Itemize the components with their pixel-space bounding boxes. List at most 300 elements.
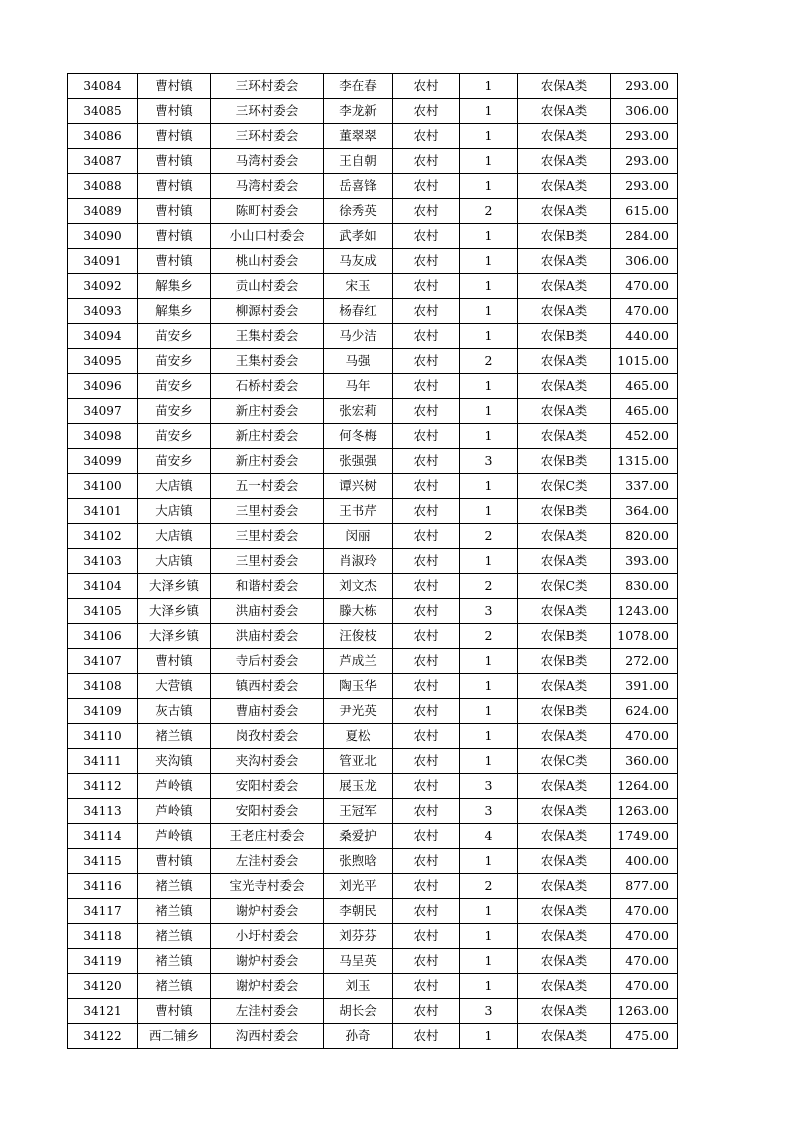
town-cell: 芦岭镇 [138, 774, 211, 799]
table-row [68, 624, 678, 649]
category-cell: 农保A类 [518, 349, 611, 374]
name-cell: 闵丽 [324, 524, 393, 549]
count-cell: 3 [460, 799, 518, 824]
serial-cell: 34109 [68, 699, 138, 724]
serial-cell: 34116 [68, 874, 138, 899]
table-row [68, 124, 678, 149]
serial-cell: 34098 [68, 424, 138, 449]
serial-cell: 34108 [68, 674, 138, 699]
name-cell: 武孝如 [324, 224, 393, 249]
serial-cell: 34112 [68, 774, 138, 799]
town-cell: 曹村镇 [138, 99, 211, 124]
category-cell: 农保B类 [518, 224, 611, 249]
amount-cell: 624.00 [611, 699, 678, 724]
category-cell: 农保A类 [518, 149, 611, 174]
serial-cell: 34119 [68, 949, 138, 974]
town-cell: 曹村镇 [138, 249, 211, 274]
area-cell: 农村 [393, 499, 460, 524]
area-cell: 农村 [393, 524, 460, 549]
table-row [68, 324, 678, 349]
count-cell: 1 [460, 549, 518, 574]
town-cell: 曹村镇 [138, 174, 211, 199]
category-cell: 农保B类 [518, 324, 611, 349]
category-cell: 农保A类 [518, 999, 611, 1024]
town-cell: 苗安乡 [138, 374, 211, 399]
town-cell: 大店镇 [138, 524, 211, 549]
serial-cell: 34094 [68, 324, 138, 349]
area-cell: 农村 [393, 924, 460, 949]
area-cell: 农村 [393, 124, 460, 149]
village-cell: 小圩村委会 [211, 924, 324, 949]
town-cell: 褚兰镇 [138, 899, 211, 924]
serial-cell: 34100 [68, 474, 138, 499]
count-cell: 2 [460, 574, 518, 599]
amount-cell: 400.00 [611, 849, 678, 874]
category-cell: 农保A类 [518, 724, 611, 749]
count-cell: 1 [460, 674, 518, 699]
table-row [68, 749, 678, 774]
village-cell: 谢炉村委会 [211, 949, 324, 974]
name-cell: 马年 [324, 374, 393, 399]
serial-cell: 34085 [68, 99, 138, 124]
count-cell: 2 [460, 874, 518, 899]
village-cell: 沟西村委会 [211, 1024, 324, 1049]
town-cell: 苗安乡 [138, 349, 211, 374]
village-cell: 左洼村委会 [211, 999, 324, 1024]
serial-cell: 34102 [68, 524, 138, 549]
name-cell: 岳喜锋 [324, 174, 393, 199]
name-cell: 芦成兰 [324, 649, 393, 674]
table-row [68, 474, 678, 499]
table-row [68, 199, 678, 224]
serial-cell: 34095 [68, 349, 138, 374]
name-cell: 马友成 [324, 249, 393, 274]
count-cell: 1 [460, 949, 518, 974]
amount-cell: 470.00 [611, 724, 678, 749]
amount-cell: 1078.00 [611, 624, 678, 649]
count-cell: 1 [460, 224, 518, 249]
serial-cell: 34113 [68, 799, 138, 824]
area-cell: 农村 [393, 899, 460, 924]
table-row [68, 224, 678, 249]
village-cell: 马湾村委会 [211, 149, 324, 174]
area-cell: 农村 [393, 374, 460, 399]
village-cell: 贡山村委会 [211, 274, 324, 299]
table-row [68, 899, 678, 924]
serial-cell: 34115 [68, 849, 138, 874]
area-cell: 农村 [393, 724, 460, 749]
roster-table [67, 73, 678, 1049]
category-cell: 农保A类 [518, 524, 611, 549]
count-cell: 1 [460, 699, 518, 724]
count-cell: 1 [460, 849, 518, 874]
serial-cell: 34088 [68, 174, 138, 199]
amount-cell: 360.00 [611, 749, 678, 774]
category-cell: 农保A类 [518, 774, 611, 799]
area-cell: 农村 [393, 549, 460, 574]
area-cell: 农村 [393, 874, 460, 899]
serial-cell: 34096 [68, 374, 138, 399]
name-cell: 董翠翠 [324, 124, 393, 149]
town-cell: 大店镇 [138, 499, 211, 524]
village-cell: 左洼村委会 [211, 849, 324, 874]
name-cell: 汪俊枝 [324, 624, 393, 649]
count-cell: 1 [460, 924, 518, 949]
table-row [68, 724, 678, 749]
area-cell: 农村 [393, 749, 460, 774]
table-row [68, 424, 678, 449]
table-row [68, 574, 678, 599]
amount-cell: 306.00 [611, 99, 678, 124]
category-cell: 农保A类 [518, 274, 611, 299]
serial-cell: 34105 [68, 599, 138, 624]
serial-cell: 34091 [68, 249, 138, 274]
table-row [68, 449, 678, 474]
village-cell: 三环村委会 [211, 99, 324, 124]
area-cell: 农村 [393, 949, 460, 974]
village-cell: 王老庄村委会 [211, 824, 324, 849]
serial-cell: 34104 [68, 574, 138, 599]
village-cell: 寺后村委会 [211, 649, 324, 674]
serial-cell: 34089 [68, 199, 138, 224]
name-cell: 刘光平 [324, 874, 393, 899]
amount-cell: 306.00 [611, 249, 678, 274]
area-cell: 农村 [393, 774, 460, 799]
count-cell: 2 [460, 199, 518, 224]
category-cell: 农保A类 [518, 899, 611, 924]
village-cell: 石桥村委会 [211, 374, 324, 399]
serial-cell: 34106 [68, 624, 138, 649]
area-cell: 农村 [393, 824, 460, 849]
name-cell: 王冠军 [324, 799, 393, 824]
town-cell: 灰古镇 [138, 699, 211, 724]
table-row [68, 649, 678, 674]
table-row [68, 399, 678, 424]
town-cell: 曹村镇 [138, 999, 211, 1024]
amount-cell: 1315.00 [611, 449, 678, 474]
category-cell: 农保A类 [518, 99, 611, 124]
area-cell: 农村 [393, 99, 460, 124]
count-cell: 1 [460, 749, 518, 774]
table-row [68, 799, 678, 824]
village-cell: 三里村委会 [211, 524, 324, 549]
area-cell: 农村 [393, 599, 460, 624]
amount-cell: 877.00 [611, 874, 678, 899]
town-cell: 苗安乡 [138, 324, 211, 349]
amount-cell: 293.00 [611, 174, 678, 199]
amount-cell: 272.00 [611, 649, 678, 674]
count-cell: 1 [460, 399, 518, 424]
area-cell: 农村 [393, 799, 460, 824]
amount-cell: 465.00 [611, 374, 678, 399]
amount-cell: 470.00 [611, 274, 678, 299]
area-cell: 农村 [393, 274, 460, 299]
count-cell: 2 [460, 524, 518, 549]
count-cell: 3 [460, 599, 518, 624]
town-cell: 褚兰镇 [138, 874, 211, 899]
serial-cell: 34101 [68, 499, 138, 524]
town-cell: 褚兰镇 [138, 924, 211, 949]
name-cell: 杨春红 [324, 299, 393, 324]
count-cell: 1 [460, 424, 518, 449]
count-cell: 1 [460, 974, 518, 999]
name-cell: 马强 [324, 349, 393, 374]
table-row [68, 249, 678, 274]
serial-cell: 34086 [68, 124, 138, 149]
village-cell: 三里村委会 [211, 549, 324, 574]
count-cell: 1 [460, 249, 518, 274]
name-cell: 刘芬芬 [324, 924, 393, 949]
village-cell: 和谐村委会 [211, 574, 324, 599]
town-cell: 苗安乡 [138, 399, 211, 424]
table-row [68, 974, 678, 999]
town-cell: 大店镇 [138, 474, 211, 499]
count-cell: 2 [460, 624, 518, 649]
table-row [68, 299, 678, 324]
village-cell: 曹庙村委会 [211, 699, 324, 724]
table-row [68, 274, 678, 299]
amount-cell: 470.00 [611, 299, 678, 324]
name-cell: 胡长会 [324, 999, 393, 1024]
name-cell: 夏松 [324, 724, 393, 749]
area-cell: 农村 [393, 249, 460, 274]
town-cell: 曹村镇 [138, 649, 211, 674]
area-cell: 农村 [393, 999, 460, 1024]
serial-cell: 34099 [68, 449, 138, 474]
town-cell: 大泽乡镇 [138, 574, 211, 599]
count-cell: 1 [460, 649, 518, 674]
village-cell: 洪庙村委会 [211, 599, 324, 624]
serial-cell: 34118 [68, 924, 138, 949]
count-cell: 1 [460, 274, 518, 299]
amount-cell: 393.00 [611, 549, 678, 574]
amount-cell: 820.00 [611, 524, 678, 549]
amount-cell: 1264.00 [611, 774, 678, 799]
count-cell: 1 [460, 499, 518, 524]
count-cell: 1 [460, 124, 518, 149]
amount-cell: 293.00 [611, 124, 678, 149]
town-cell: 大泽乡镇 [138, 599, 211, 624]
category-cell: 农保A类 [518, 174, 611, 199]
table-row [68, 599, 678, 624]
name-cell: 马呈英 [324, 949, 393, 974]
serial-cell: 34110 [68, 724, 138, 749]
name-cell: 何冬梅 [324, 424, 393, 449]
amount-cell: 337.00 [611, 474, 678, 499]
area-cell: 农村 [393, 399, 460, 424]
town-cell: 曹村镇 [138, 199, 211, 224]
category-cell: 农保A类 [518, 299, 611, 324]
amount-cell: 293.00 [611, 149, 678, 174]
town-cell: 曹村镇 [138, 149, 211, 174]
name-cell: 马少洁 [324, 324, 393, 349]
name-cell: 李在春 [324, 74, 393, 99]
name-cell: 管亚北 [324, 749, 393, 774]
area-cell: 农村 [393, 149, 460, 174]
amount-cell: 475.00 [611, 1024, 678, 1049]
table-row [68, 699, 678, 724]
village-cell: 岗孜村委会 [211, 724, 324, 749]
area-cell: 农村 [393, 449, 460, 474]
table-row [68, 949, 678, 974]
count-cell: 3 [460, 449, 518, 474]
name-cell: 王自朝 [324, 149, 393, 174]
table-row [68, 549, 678, 574]
amount-cell: 1015.00 [611, 349, 678, 374]
village-cell: 安阳村委会 [211, 774, 324, 799]
village-cell: 桃山村委会 [211, 249, 324, 274]
area-cell: 农村 [393, 224, 460, 249]
category-cell: 农保B类 [518, 499, 611, 524]
village-cell: 五一村委会 [211, 474, 324, 499]
village-cell: 宝光寺村委会 [211, 874, 324, 899]
amount-cell: 465.00 [611, 399, 678, 424]
area-cell: 农村 [393, 424, 460, 449]
serial-cell: 34087 [68, 149, 138, 174]
name-cell: 宋玉 [324, 274, 393, 299]
count-cell: 4 [460, 824, 518, 849]
area-cell: 农村 [393, 299, 460, 324]
town-cell: 夹沟镇 [138, 749, 211, 774]
table-row [68, 99, 678, 124]
village-cell: 夹沟村委会 [211, 749, 324, 774]
amount-cell: 1263.00 [611, 799, 678, 824]
category-cell: 农保A类 [518, 874, 611, 899]
category-cell: 农保A类 [518, 424, 611, 449]
village-cell: 陈町村委会 [211, 199, 324, 224]
count-cell: 1 [460, 174, 518, 199]
town-cell: 曹村镇 [138, 124, 211, 149]
table-row [68, 149, 678, 174]
amount-cell: 293.00 [611, 74, 678, 99]
area-cell: 农村 [393, 849, 460, 874]
village-cell: 三环村委会 [211, 74, 324, 99]
table-row [68, 849, 678, 874]
category-cell: 农保A类 [518, 674, 611, 699]
table-row [68, 874, 678, 899]
area-cell: 农村 [393, 174, 460, 199]
village-cell: 三里村委会 [211, 499, 324, 524]
name-cell: 陶玉华 [324, 674, 393, 699]
serial-cell: 34097 [68, 399, 138, 424]
amount-cell: 615.00 [611, 199, 678, 224]
village-cell: 王集村委会 [211, 349, 324, 374]
category-cell: 农保A类 [518, 124, 611, 149]
village-cell: 新庄村委会 [211, 399, 324, 424]
town-cell: 大营镇 [138, 674, 211, 699]
amount-cell: 364.00 [611, 499, 678, 524]
name-cell: 李龙新 [324, 99, 393, 124]
village-cell: 新庄村委会 [211, 424, 324, 449]
serial-cell: 34107 [68, 649, 138, 674]
town-cell: 芦岭镇 [138, 799, 211, 824]
count-cell: 1 [460, 99, 518, 124]
amount-cell: 391.00 [611, 674, 678, 699]
category-cell: 农保C类 [518, 749, 611, 774]
town-cell: 褚兰镇 [138, 974, 211, 999]
village-cell: 镇西村委会 [211, 674, 324, 699]
table-row [68, 349, 678, 374]
amount-cell: 452.00 [611, 424, 678, 449]
name-cell: 展玉龙 [324, 774, 393, 799]
area-cell: 农村 [393, 699, 460, 724]
count-cell: 1 [460, 299, 518, 324]
serial-cell: 34114 [68, 824, 138, 849]
village-cell: 安阳村委会 [211, 799, 324, 824]
table-body [68, 74, 678, 1049]
town-cell: 大泽乡镇 [138, 624, 211, 649]
table-row [68, 174, 678, 199]
amount-cell: 284.00 [611, 224, 678, 249]
village-cell: 谢炉村委会 [211, 974, 324, 999]
name-cell: 谭兴树 [324, 474, 393, 499]
table-row [68, 1024, 678, 1049]
serial-cell: 34093 [68, 299, 138, 324]
amount-cell: 470.00 [611, 974, 678, 999]
category-cell: 农保A类 [518, 799, 611, 824]
category-cell: 农保A类 [518, 1024, 611, 1049]
town-cell: 西二铺乡 [138, 1024, 211, 1049]
town-cell: 解集乡 [138, 299, 211, 324]
village-cell: 小山口村委会 [211, 224, 324, 249]
town-cell: 芦岭镇 [138, 824, 211, 849]
village-cell: 谢炉村委会 [211, 899, 324, 924]
area-cell: 农村 [393, 624, 460, 649]
category-cell: 农保A类 [518, 974, 611, 999]
area-cell: 农村 [393, 199, 460, 224]
area-cell: 农村 [393, 324, 460, 349]
amount-cell: 1243.00 [611, 599, 678, 624]
serial-cell: 34103 [68, 549, 138, 574]
serial-cell: 34121 [68, 999, 138, 1024]
name-cell: 刘文杰 [324, 574, 393, 599]
name-cell: 滕大栋 [324, 599, 393, 624]
count-cell: 3 [460, 774, 518, 799]
name-cell: 李朝民 [324, 899, 393, 924]
village-cell: 王集村委会 [211, 324, 324, 349]
town-cell: 褚兰镇 [138, 949, 211, 974]
amount-cell: 470.00 [611, 924, 678, 949]
amount-cell: 470.00 [611, 949, 678, 974]
town-cell: 大店镇 [138, 549, 211, 574]
category-cell: 农保A类 [518, 949, 611, 974]
count-cell: 1 [460, 374, 518, 399]
name-cell: 王书芹 [324, 499, 393, 524]
count-cell: 1 [460, 1024, 518, 1049]
count-cell: 1 [460, 149, 518, 174]
table-row [68, 999, 678, 1024]
area-cell: 农村 [393, 649, 460, 674]
area-cell: 农村 [393, 574, 460, 599]
table-row [68, 674, 678, 699]
category-cell: 农保A类 [518, 199, 611, 224]
category-cell: 农保A类 [518, 399, 611, 424]
town-cell: 曹村镇 [138, 74, 211, 99]
table-row [68, 74, 678, 99]
count-cell: 1 [460, 474, 518, 499]
serial-cell: 34120 [68, 974, 138, 999]
count-cell: 1 [460, 724, 518, 749]
serial-cell: 34092 [68, 274, 138, 299]
category-cell: 农保C类 [518, 574, 611, 599]
count-cell: 1 [460, 74, 518, 99]
category-cell: 农保A类 [518, 74, 611, 99]
serial-cell: 34117 [68, 899, 138, 924]
count-cell: 2 [460, 349, 518, 374]
village-cell: 三环村委会 [211, 124, 324, 149]
category-cell: 农保B类 [518, 699, 611, 724]
name-cell: 徐秀英 [324, 199, 393, 224]
